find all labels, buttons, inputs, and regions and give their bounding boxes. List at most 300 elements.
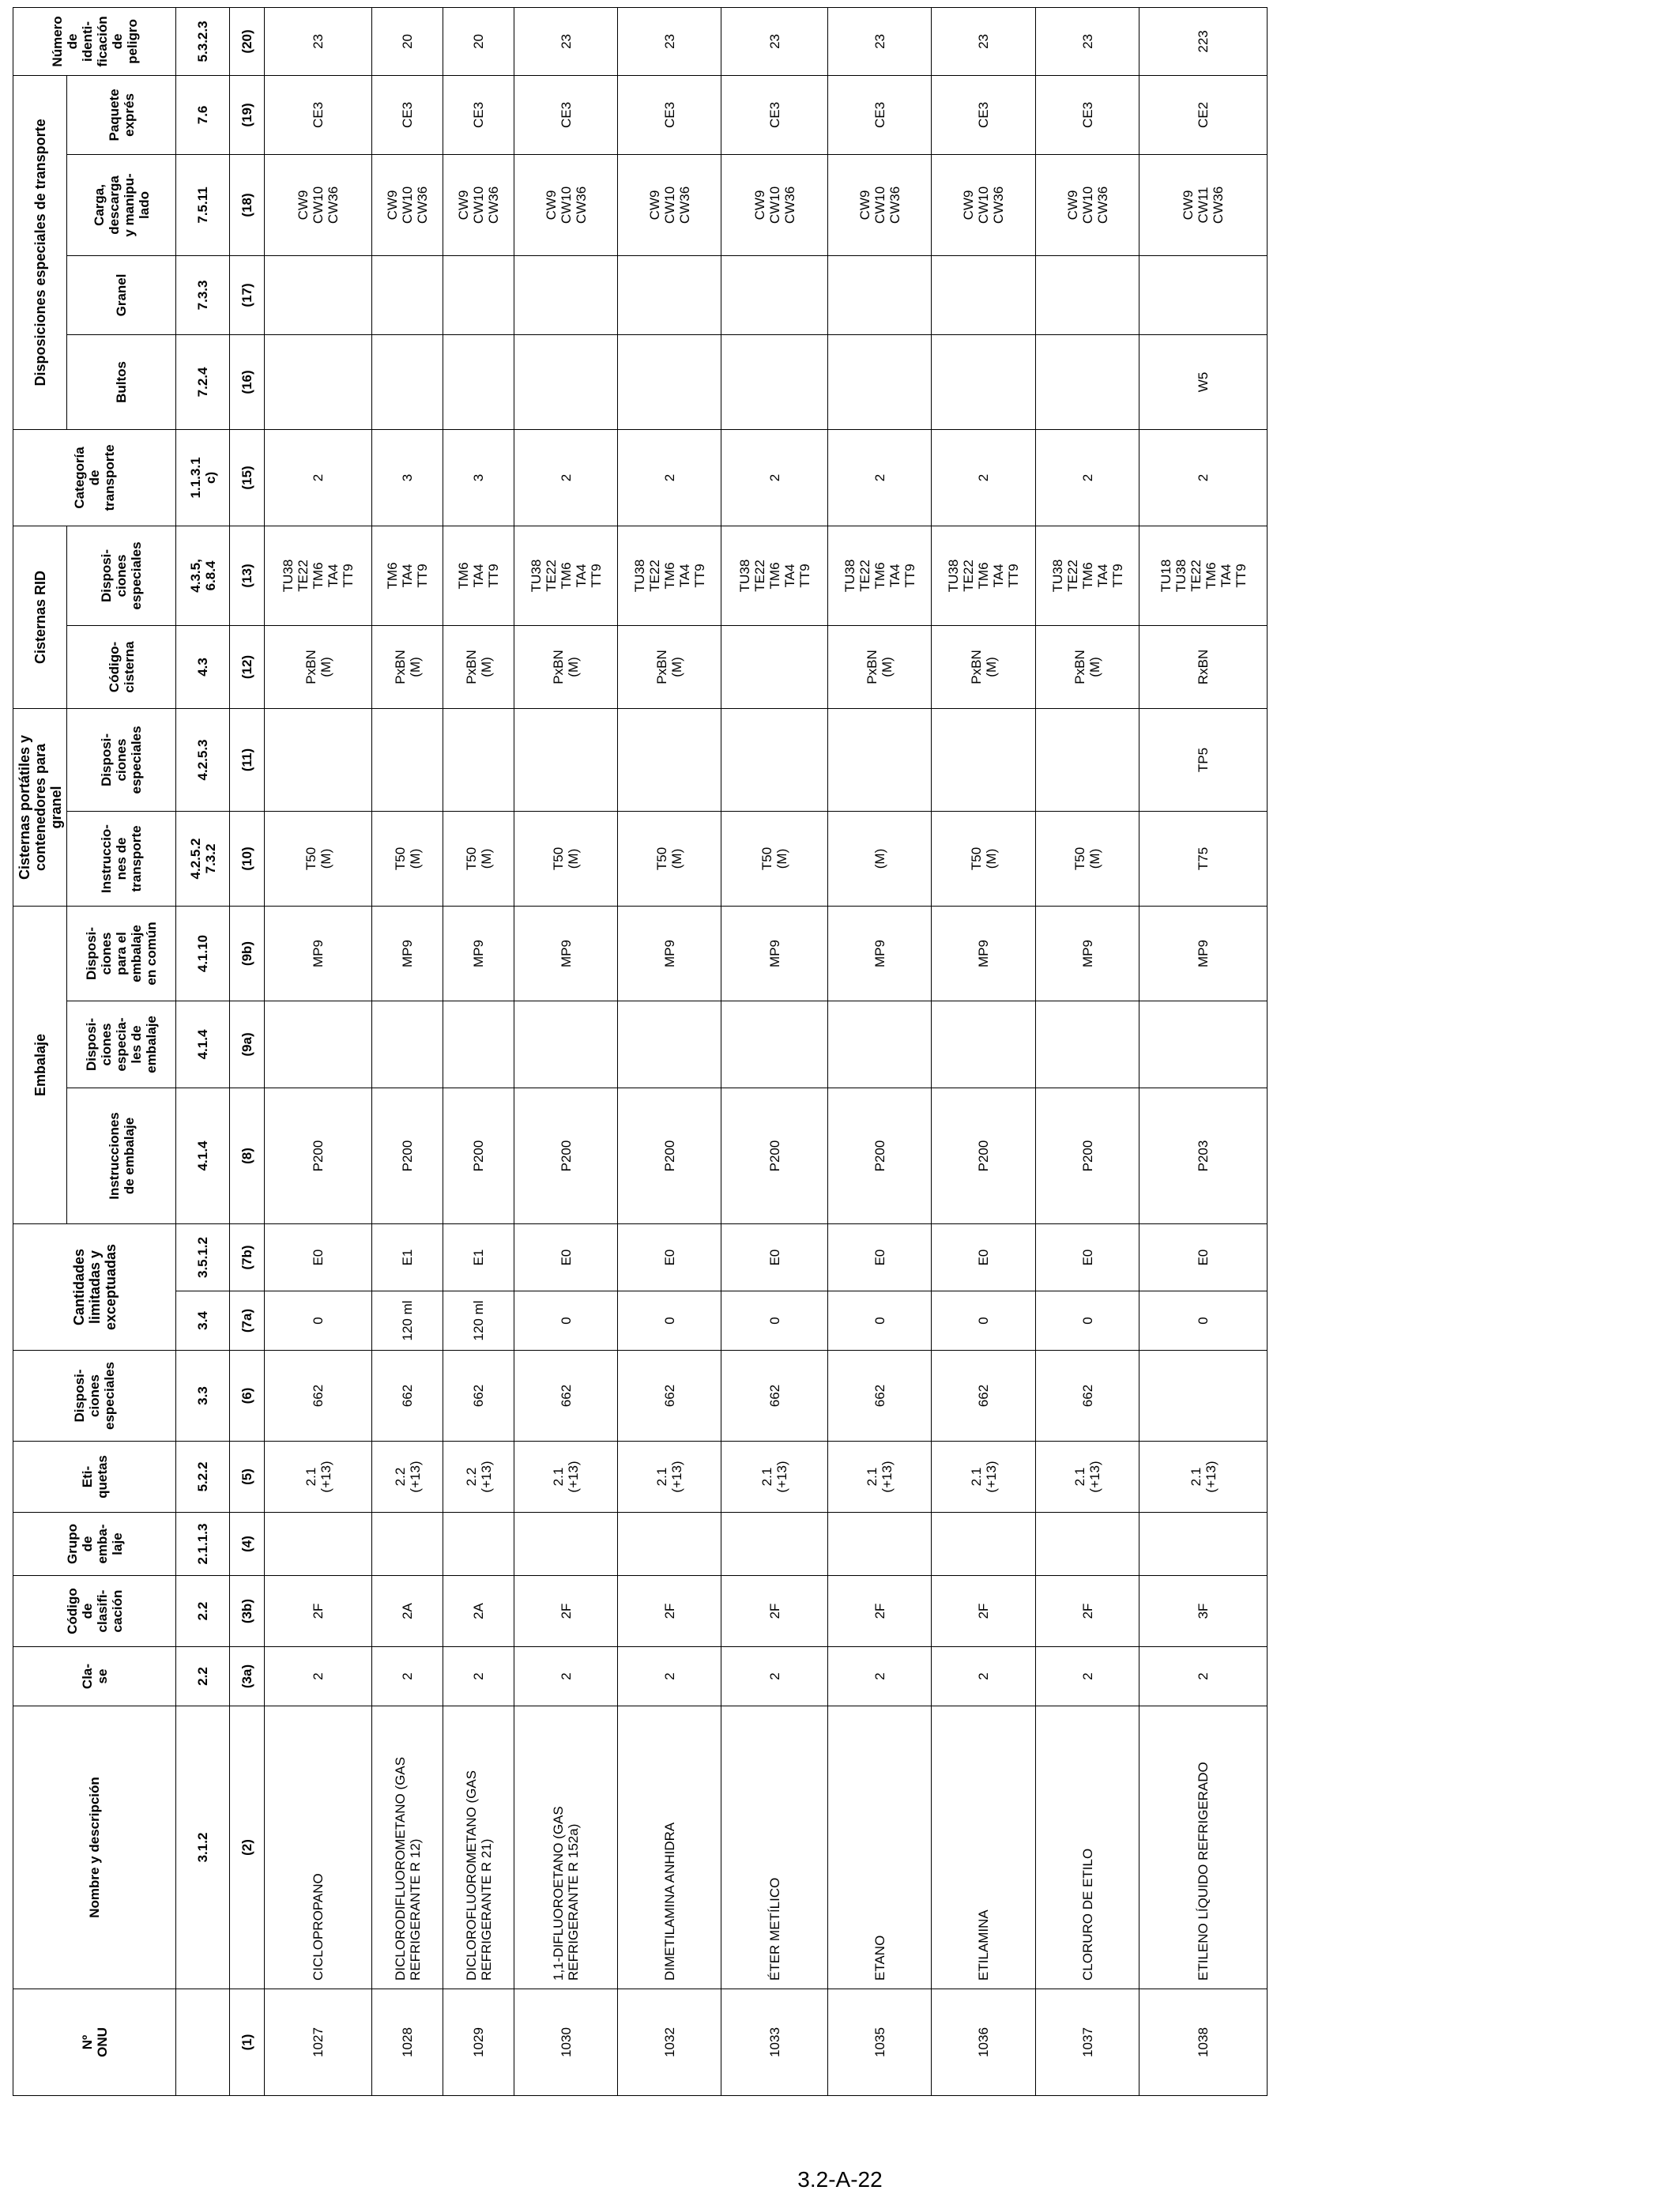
header-packages: Bultos xyxy=(67,334,176,429)
ref-cell: 3.3 xyxy=(176,1351,230,1442)
table-cell: TU38 TE22 TM6 TA4 TT9 xyxy=(618,526,721,625)
table-cell: CW9 CW10 CW36 xyxy=(828,154,932,255)
table-cell: 2.1 (+13) xyxy=(1139,1442,1268,1513)
reference-row xyxy=(176,7,230,2095)
header-hazard-id: Número de identi- ficación de peligro xyxy=(13,7,176,75)
table-cell: 20 xyxy=(372,7,443,75)
table-cell: 2 xyxy=(514,1647,618,1706)
table-cell: MP9 xyxy=(721,906,828,1001)
table-cell: 0 xyxy=(828,1291,932,1351)
column-number-cell: (4) xyxy=(230,1513,265,1576)
column-number-cell: (6) xyxy=(230,1351,265,1442)
un-number-cell: 1038 xyxy=(1139,1989,1268,2096)
table-cell: 2F xyxy=(514,1576,618,1647)
table-cell: 2F xyxy=(618,1576,721,1647)
substance-name-cell: DICLOROFLUOROMETANO (GAS REFRIGERANTE R 21) xyxy=(443,1706,514,1989)
table-cell: T50 (M) xyxy=(372,811,443,906)
table-cell: P203 xyxy=(1139,1088,1268,1224)
table-cell: 2 xyxy=(514,429,618,526)
substance-name-cell: DICLORODIFLUOROMETANO (GAS REFRIGERANTE R 12) xyxy=(372,1706,443,1989)
column-number-cell: (17) xyxy=(230,255,265,334)
table-cell: E1 xyxy=(372,1224,443,1291)
table-cell: 2F xyxy=(932,1576,1036,1647)
header-mixed-packing-provisions: Disposi- ciones para el embalaje en común xyxy=(67,906,176,1001)
table-cell: 0 xyxy=(514,1291,618,1351)
table-cell: T50 (M) xyxy=(932,811,1036,906)
header-bulk: Granel xyxy=(67,255,176,334)
table-cell: MP9 xyxy=(932,906,1036,1001)
table-cell: 662 xyxy=(828,1351,932,1442)
table-cell: 223 xyxy=(1139,7,1268,75)
table-cell: PxBN (M) xyxy=(932,625,1036,708)
table-cell xyxy=(372,708,443,811)
table-cell: T50 (M) xyxy=(443,811,514,906)
header-name-description: Nombre y descripción xyxy=(13,1706,176,1989)
table-cell: CW9 CW11 CW36 xyxy=(1139,154,1268,255)
header-loading: Carga, descarga y manipu- lado xyxy=(67,154,176,255)
table-cell: TU38 TE22 TM6 TA4 TT9 xyxy=(265,526,372,625)
table-cell xyxy=(721,255,828,334)
table-cell xyxy=(372,255,443,334)
substance-name-cell: ETILENO LÍQUIDO REFRIGERADO xyxy=(1139,1706,1268,1989)
header-packaging: Embalaje xyxy=(13,906,67,1223)
table-cell: 2A xyxy=(372,1576,443,1647)
un-number-cell: 1032 xyxy=(618,1989,721,2096)
header-rid-tanks: Cisternas RID xyxy=(13,526,67,708)
table-cell: CE3 xyxy=(443,75,514,154)
column-number-cell: (5) xyxy=(230,1442,265,1513)
table-cell: TP5 xyxy=(1139,708,1268,811)
table-row xyxy=(265,7,372,2095)
column-number-cell: (1) xyxy=(230,1989,265,2096)
table-cell: CE2 xyxy=(1139,75,1268,154)
header-limited-quantities: Cantidades limitadas y exceptuadas xyxy=(13,1224,176,1351)
table-cell xyxy=(443,334,514,429)
table-cell: (M) xyxy=(828,811,932,906)
table-cell xyxy=(514,1001,618,1088)
table-cell xyxy=(265,1513,372,1576)
column-number-cell: (9b) xyxy=(230,906,265,1001)
table-cell: E0 xyxy=(932,1224,1036,1291)
table-cell: T50 (M) xyxy=(1036,811,1139,906)
table-cell: 2 xyxy=(932,429,1036,526)
table-cell: CE3 xyxy=(618,75,721,154)
table-cell: TM6 TA4 TT9 xyxy=(443,526,514,625)
substance-name-cell: CLORURO DE ETILO xyxy=(1036,1706,1139,1989)
ref-cell: 3.4 xyxy=(176,1291,230,1351)
table-cell: 662 xyxy=(372,1351,443,1442)
table-cell: CW9 CW10 CW36 xyxy=(1036,154,1139,255)
un-number-cell: 1033 xyxy=(721,1989,828,2096)
table-cell: 2.1 (+13) xyxy=(828,1442,932,1513)
table-cell: 2F xyxy=(828,1576,932,1647)
ref-cell: 7.5.11 xyxy=(176,154,230,255)
table-cell xyxy=(514,255,618,334)
table-row xyxy=(1036,7,1139,2095)
table-cell xyxy=(372,1513,443,1576)
table-cell: 3F xyxy=(1139,1576,1268,1647)
table-cell: MP9 xyxy=(265,906,372,1001)
table-cell xyxy=(1036,1513,1139,1576)
table-cell: TU38 TE22 TM6 TA4 TT9 xyxy=(514,526,618,625)
table-cell xyxy=(721,1001,828,1088)
table-cell: 2A xyxy=(443,1576,514,1647)
header-classification-code: Código de clasifi- cación xyxy=(13,1576,176,1647)
substance-name-cell: ETILAMINA xyxy=(932,1706,1036,1989)
table-cell: E0 xyxy=(514,1224,618,1291)
table-cell: TU38 TE22 TM6 TA4 TT9 xyxy=(828,526,932,625)
table-cell: 2 xyxy=(721,1647,828,1706)
table-cell: PxBN (M) xyxy=(1036,625,1139,708)
table-cell: 23 xyxy=(514,7,618,75)
table-cell: 3 xyxy=(372,429,443,526)
table-cell: 662 xyxy=(721,1351,828,1442)
table-cell xyxy=(618,255,721,334)
table-cell: 0 xyxy=(1036,1291,1139,1351)
table-cell: TU38 TE22 TM6 TA4 TT9 xyxy=(1036,526,1139,625)
table-cell: 0 xyxy=(932,1291,1036,1351)
table-cell: 0 xyxy=(1139,1291,1268,1351)
table-cell: CE3 xyxy=(1036,75,1139,154)
un-number-cell: 1028 xyxy=(372,1989,443,2096)
table-row xyxy=(618,7,721,2095)
table-cell: 23 xyxy=(1036,7,1139,75)
table-cell: 2 xyxy=(618,429,721,526)
column-number-cell: (9a) xyxy=(230,1001,265,1088)
table-cell: P200 xyxy=(721,1088,828,1224)
table-cell: RxBN xyxy=(1139,625,1268,708)
table-cell: 2 xyxy=(932,1647,1036,1706)
table-cell: PxBN (M) xyxy=(618,625,721,708)
table-cell: 2 xyxy=(721,429,828,526)
ref-cell: 5.3.2.3 xyxy=(176,7,230,75)
table-cell: 2F xyxy=(265,1576,372,1647)
ref-cell: 7.2.4 xyxy=(176,334,230,429)
table-cell: 662 xyxy=(932,1351,1036,1442)
ref-cell: 4.2.5.2 7.3.2 xyxy=(176,811,230,906)
table-cell: P200 xyxy=(443,1088,514,1224)
table-cell xyxy=(1139,1513,1268,1576)
table-cell: P200 xyxy=(265,1088,372,1224)
column-number-cell: (3b) xyxy=(230,1576,265,1647)
table-cell xyxy=(618,334,721,429)
un-number-cell: 1036 xyxy=(932,1989,1036,2096)
table-cell: 23 xyxy=(721,7,828,75)
ref-cell: 3.5.1.2 xyxy=(176,1224,230,1291)
table-row xyxy=(932,7,1036,2095)
column-number-cell: (19) xyxy=(230,75,265,154)
table-cell xyxy=(443,1513,514,1576)
table-cell: 2 xyxy=(828,429,932,526)
table-cell xyxy=(828,1513,932,1576)
table-body xyxy=(265,7,1268,2095)
table-cell xyxy=(932,708,1036,811)
table-cell xyxy=(618,708,721,811)
column-number-cell: (8) xyxy=(230,1088,265,1224)
ref-cell: 2.1.1.3 xyxy=(176,1513,230,1576)
header-tank-instructions: Instruccio- nes de transporte xyxy=(67,811,176,906)
column-number-cell: (3a) xyxy=(230,1647,265,1706)
column-number-cell: (16) xyxy=(230,334,265,429)
table-cell: P200 xyxy=(932,1088,1036,1224)
table-cell: 0 xyxy=(618,1291,721,1351)
table-cell: 662 xyxy=(514,1351,618,1442)
substance-name-cell: CICLOPROPANO xyxy=(265,1706,372,1989)
table-cell: 2 xyxy=(1036,1647,1139,1706)
table-cell: MP9 xyxy=(1139,906,1268,1001)
table-cell: MP9 xyxy=(514,906,618,1001)
table-cell: 2.1 (+13) xyxy=(514,1442,618,1513)
table-cell xyxy=(443,255,514,334)
ref-cell: 5.2.2 xyxy=(176,1442,230,1513)
table-cell xyxy=(828,708,932,811)
table-cell: TU38 TE22 TM6 TA4 TT9 xyxy=(932,526,1036,625)
substance-name-cell: 1,1-DIFLUOROETANO (GAS REFRIGERANTE R 152a) xyxy=(514,1706,618,1989)
table-cell: 2 xyxy=(265,429,372,526)
header-transport-category: Categoría de transporte xyxy=(13,429,176,526)
header-express-parcels: Paquete exprés xyxy=(67,75,176,154)
table-cell xyxy=(372,1001,443,1088)
column-number-cell: (20) xyxy=(230,7,265,75)
table-cell xyxy=(1139,1001,1268,1088)
table-cell: 662 xyxy=(265,1351,372,1442)
table-cell xyxy=(828,255,932,334)
table-cell xyxy=(514,708,618,811)
un-number-cell: 1035 xyxy=(828,1989,932,2096)
table-cell: MP9 xyxy=(618,906,721,1001)
ref-cell: 4.1.10 xyxy=(176,906,230,1001)
header-rid-special-provisions: Disposi- ciones especiales xyxy=(67,526,176,625)
table-cell xyxy=(721,625,828,708)
ref-cell: 2.2 xyxy=(176,1647,230,1706)
table-cell: CE3 xyxy=(932,75,1036,154)
table-row xyxy=(514,7,618,2095)
table-cell: 2.1 (+13) xyxy=(932,1442,1036,1513)
table-cell: MP9 xyxy=(1036,906,1139,1001)
header-un-number: Nº ONU xyxy=(13,1989,176,2096)
table-cell xyxy=(618,1513,721,1576)
header-portable-tanks: Cisternas portátiles y contenedores para granel xyxy=(13,708,67,906)
table-cell: T50 (M) xyxy=(265,811,372,906)
table-cell: T50 (M) xyxy=(514,811,618,906)
table-cell: 23 xyxy=(828,7,932,75)
column-number-row xyxy=(230,7,265,2095)
header-labels: Eti- quetas xyxy=(13,1442,176,1513)
table-cell: 2 xyxy=(372,1647,443,1706)
table-cell: W5 xyxy=(1139,334,1268,429)
table-cell: CE3 xyxy=(721,75,828,154)
ref-cell: 4.1.4 xyxy=(176,1088,230,1224)
table-cell xyxy=(1036,255,1139,334)
table-cell: T50 (M) xyxy=(618,811,721,906)
table-cell: E0 xyxy=(1139,1224,1268,1291)
ref-cell: 7.3.3 xyxy=(176,255,230,334)
table-cell: TM6 TA4 TT9 xyxy=(372,526,443,625)
table-row xyxy=(828,7,932,2095)
table-cell: P200 xyxy=(618,1088,721,1224)
ref-cell: 4.2.5.3 xyxy=(176,708,230,811)
table-cell xyxy=(265,1001,372,1088)
table-cell: 2.1 (+13) xyxy=(1036,1442,1139,1513)
un-number-cell: 1027 xyxy=(265,1989,372,2096)
table-cell: 2F xyxy=(1036,1576,1139,1647)
column-number-cell: (2) xyxy=(230,1706,265,1989)
table-cell: TU38 TE22 TM6 TA4 TT9 xyxy=(721,526,828,625)
table-cell: E1 xyxy=(443,1224,514,1291)
table-cell: 2 xyxy=(443,1647,514,1706)
table-cell xyxy=(1139,1351,1268,1442)
header-special-packing-provisions: Disposi- ciones especia- les de embalaje xyxy=(67,1001,176,1088)
table-cell: PxBN (M) xyxy=(828,625,932,708)
substance-name-cell: ÉTER METÍLICO xyxy=(721,1706,828,1989)
column-number-cell: (7a) xyxy=(230,1291,265,1351)
table-cell: 662 xyxy=(618,1351,721,1442)
column-number-cell: (13) xyxy=(230,526,265,625)
table-cell: MP9 xyxy=(372,906,443,1001)
table-cell: CW9 CW10 CW36 xyxy=(443,154,514,255)
table-cell: E0 xyxy=(1036,1224,1139,1291)
table-cell: PxBN (M) xyxy=(265,625,372,708)
table-cell xyxy=(1139,255,1268,334)
table-cell xyxy=(828,334,932,429)
ref-cell: 1.1.3.1 c) xyxy=(176,429,230,526)
table-cell xyxy=(443,1001,514,1088)
table-cell xyxy=(932,334,1036,429)
table-cell: E0 xyxy=(265,1224,372,1291)
table-cell xyxy=(1036,1001,1139,1088)
table-cell: CW9 CW10 CW36 xyxy=(932,154,1036,255)
table-cell: MP9 xyxy=(828,906,932,1001)
ref-cell: 4.3.5, 6.8.4 xyxy=(176,526,230,625)
ref-cell: 2.2 xyxy=(176,1576,230,1647)
table-cell: 2F xyxy=(721,1576,828,1647)
rotated-table-wrapper xyxy=(13,8,1255,2096)
table-cell: CW9 CW10 CW36 xyxy=(514,154,618,255)
table-cell: 2.1 (+13) xyxy=(618,1442,721,1513)
table-cell: CE3 xyxy=(265,75,372,154)
table-cell: P200 xyxy=(828,1088,932,1224)
table-cell: PxBN (M) xyxy=(514,625,618,708)
table-cell xyxy=(514,334,618,429)
table-cell xyxy=(372,334,443,429)
table-cell: CE3 xyxy=(372,75,443,154)
table-cell xyxy=(265,255,372,334)
table-cell: 2.2 (+13) xyxy=(372,1442,443,1513)
ref-cell: 4.3 xyxy=(176,625,230,708)
table-cell: 120 ml xyxy=(372,1291,443,1351)
ref-cell xyxy=(176,1989,230,2096)
table-cell: 23 xyxy=(618,7,721,75)
table-cell xyxy=(721,1513,828,1576)
un-number-cell: 1030 xyxy=(514,1989,618,2096)
table-cell: 2 xyxy=(1139,1647,1268,1706)
table-cell: 0 xyxy=(265,1291,372,1351)
table-cell xyxy=(1036,708,1139,811)
un-number-cell: 1037 xyxy=(1036,1989,1139,2096)
ref-cell: 7.6 xyxy=(176,75,230,154)
header-special-provisions: Disposi- ciones especiales xyxy=(13,1351,176,1442)
table-cell xyxy=(618,1001,721,1088)
table-cell xyxy=(443,708,514,811)
table-cell: 2.1 (+13) xyxy=(721,1442,828,1513)
header-transport-special: Disposiciones especiales de transporte xyxy=(13,75,67,429)
table-row xyxy=(721,7,828,2095)
table-cell: 23 xyxy=(932,7,1036,75)
substance-name-cell: ETANO xyxy=(828,1706,932,1989)
substance-name-cell: DIMETILAMINA ANHIDRA xyxy=(618,1706,721,1989)
un-number-cell: 1029 xyxy=(443,1989,514,2096)
table-cell: CW9 CW10 CW36 xyxy=(721,154,828,255)
page-number: 3.2-A-22 xyxy=(797,2167,883,2192)
header-group-row xyxy=(13,7,67,2095)
table-row xyxy=(1139,7,1268,2095)
table-cell: 2 xyxy=(1139,429,1268,526)
table-cell xyxy=(932,1513,1036,1576)
table-cell xyxy=(932,255,1036,334)
table-cell: 2 xyxy=(1036,429,1139,526)
table-cell: PxBN (M) xyxy=(372,625,443,708)
table-cell: P200 xyxy=(1036,1088,1139,1224)
table-cell: CW9 CW10 CW36 xyxy=(372,154,443,255)
table-cell: MP9 xyxy=(443,906,514,1001)
table-cell: 2 xyxy=(618,1647,721,1706)
table-cell: T50 (M) xyxy=(721,811,828,906)
header-tank-special-provisions: Disposi- ciones especiales xyxy=(67,708,176,811)
table-cell: 3 xyxy=(443,429,514,526)
header-class: Cla- se xyxy=(13,1647,176,1706)
table-cell: CE3 xyxy=(828,75,932,154)
table-cell: 2.2 (+13) xyxy=(443,1442,514,1513)
table-cell: E0 xyxy=(618,1224,721,1291)
table-cell: 120 ml xyxy=(443,1291,514,1351)
table-cell xyxy=(265,708,372,811)
ref-cell: 4.1.4 xyxy=(176,1001,230,1088)
table-cell: 20 xyxy=(443,7,514,75)
table-cell: T75 xyxy=(1139,811,1268,906)
table-cell: E0 xyxy=(828,1224,932,1291)
column-number-cell: (11) xyxy=(230,708,265,811)
column-number-cell: (10) xyxy=(230,811,265,906)
column-number-cell: (12) xyxy=(230,625,265,708)
column-number-cell: (15) xyxy=(230,429,265,526)
table-cell: P200 xyxy=(372,1088,443,1224)
header-packing-instructions: Instrucciones de embalaje xyxy=(67,1088,176,1224)
table-cell xyxy=(721,708,828,811)
table-cell xyxy=(932,1001,1036,1088)
table-cell xyxy=(265,334,372,429)
header-tank-code: Código- cisterna xyxy=(67,625,176,708)
table-cell: 2.1 (+13) xyxy=(265,1442,372,1513)
table-cell: 662 xyxy=(443,1351,514,1442)
table-cell: P200 xyxy=(514,1088,618,1224)
table-cell: 0 xyxy=(721,1291,828,1351)
table-cell: 23 xyxy=(265,7,372,75)
table-cell xyxy=(514,1513,618,1576)
table-cell xyxy=(1036,334,1139,429)
table-cell: 2 xyxy=(828,1647,932,1706)
table-cell: CW9 CW10 CW36 xyxy=(265,154,372,255)
dangerous-goods-table xyxy=(13,7,1268,2096)
table-row xyxy=(372,7,443,2095)
header-packing-group: Grupo de emba- laje xyxy=(13,1513,176,1576)
table-cell: E0 xyxy=(721,1224,828,1291)
table-cell: TU18 TU38 TE22 TM6 TA4 TT9 xyxy=(1139,526,1268,625)
table-cell: CE3 xyxy=(514,75,618,154)
table-cell: PxBN (M) xyxy=(443,625,514,708)
table-cell: 2 xyxy=(265,1647,372,1706)
table-cell xyxy=(828,1001,932,1088)
ref-cell: 3.1.2 xyxy=(176,1706,230,1989)
